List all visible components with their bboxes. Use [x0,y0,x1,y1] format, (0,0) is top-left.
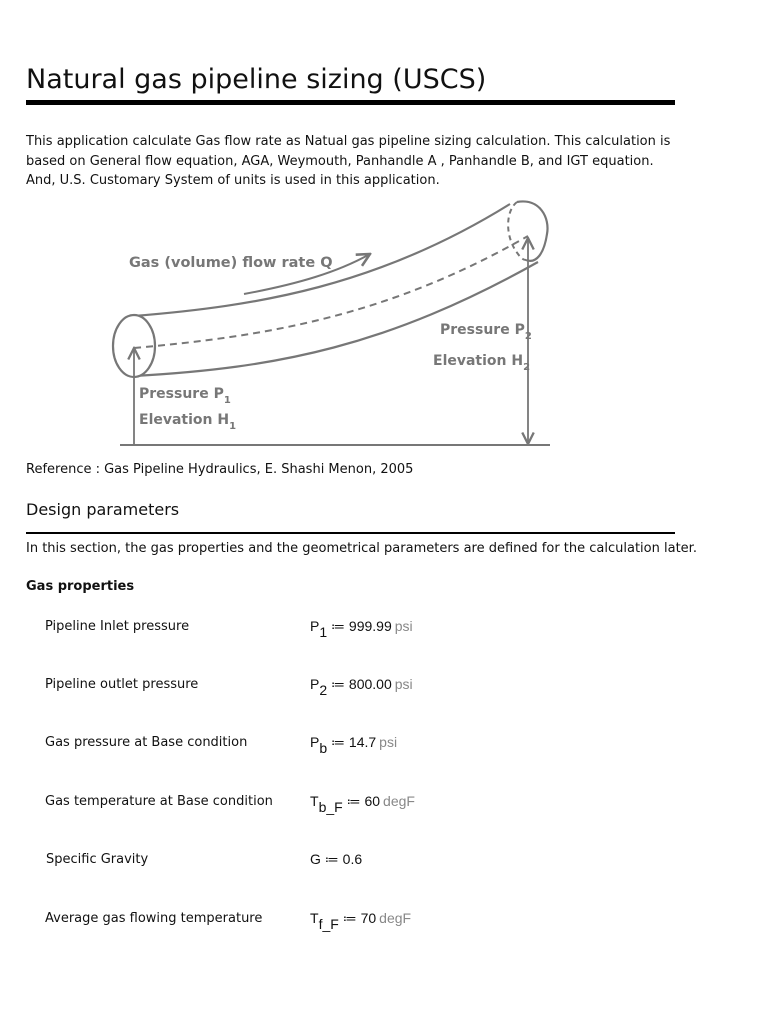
assign-operator: ≔ [342,910,357,926]
elevation-in-label: Elevation $H_1$ [139,412,237,432]
param-unit: psi [394,676,413,692]
param-label-specific-gravity: Specific Gravity [46,852,149,867]
param-subscript: b [319,740,328,756]
param-symbol: T [310,910,319,926]
param-expr-flowing-temperature[interactable] [310,910,412,932]
param-value: 60 [364,793,381,809]
pressure-out-label: Pressure $P_2$ [440,322,532,342]
param-label-outlet-pressure: Pipeline outlet pressure [45,677,199,692]
elevation-out-label: Elevation $H_2$ [433,353,531,373]
param-label-inlet-pressure: Pipeline Inlet pressure [45,619,190,634]
param-unit: degF [379,910,412,926]
pipe-outlet-hidden [508,202,526,260]
pipeline-diagram [108,196,558,452]
gas-properties-heading: Gas properties [26,579,135,594]
param-expr-outlet-pressure[interactable] [310,676,413,698]
assign-operator: ≔ [331,676,346,692]
param-symbol: P [310,734,320,750]
param-value: 70 [360,910,377,926]
param-unit: psi [379,734,398,750]
param-expr-specific-gravity[interactable] [310,851,365,868]
reference-text: Reference : Gas Pipeline Hydraulics, E. Shashi Menon, 2005 [26,462,414,477]
assign-operator: ≔ [346,793,361,809]
param-unit: psi [394,618,413,634]
assign-operator: ≔ [331,734,346,750]
param-unit: degF [383,793,415,809]
param-value: 999.99 [348,618,392,634]
param-label-flowing-temperature: Average gas flowing temperature [45,911,263,926]
intro-line: This application calculate Gas flow rate as Natual gas pipeline sizing calculation. This calculation is [26,134,671,149]
intro-line: based on General flow equation, AGA, Weymouth, Panhandle A , Panhandle B, and IGT equation. [26,153,654,169]
pressure-in-label: Pressure $P_1$ [139,386,231,406]
section-title: Design parameters [26,500,180,519]
param-label-base-pressure: Gas pressure at Base condition [45,735,248,750]
section-divider [26,532,675,534]
pipe-outlet-ellipse [517,201,548,260]
title-divider [26,100,675,105]
flow-rate-label: Gas (volume) flow rate Q [129,255,333,271]
param-subscript: 1 [319,624,328,640]
param-symbol: P [310,618,320,634]
assign-operator: ≔ [331,618,346,634]
param-subscript: b_F [318,799,343,815]
param-symbol: T [310,793,319,809]
param-expr-base-temperature[interactable] [310,793,415,815]
param-subscript: 2 [319,682,328,698]
assign-operator: ≔ [324,851,339,867]
section-description: In this section, the gas properties and the geometrical parameters are defined for the calculation later. [26,541,697,556]
param-symbol: G [310,851,321,867]
param-label-base-temperature: Gas temperature at Base condition [45,794,273,809]
param-subscript: f_F [318,916,339,932]
param-symbol: P [310,676,320,692]
param-value: 0.6 [342,851,363,867]
param-expr-inlet-pressure[interactable] [310,618,413,640]
param-value: 800.00 [348,676,392,692]
param-expr-base-pressure[interactable] [310,734,398,756]
param-value: 14.7 [348,734,377,750]
intro-paragraph [26,132,676,191]
page-title: Natural gas pipeline sizing (USCS) [26,64,487,95]
intro-line: And, U.S. Customary System of units is used in this application. [26,173,440,188]
